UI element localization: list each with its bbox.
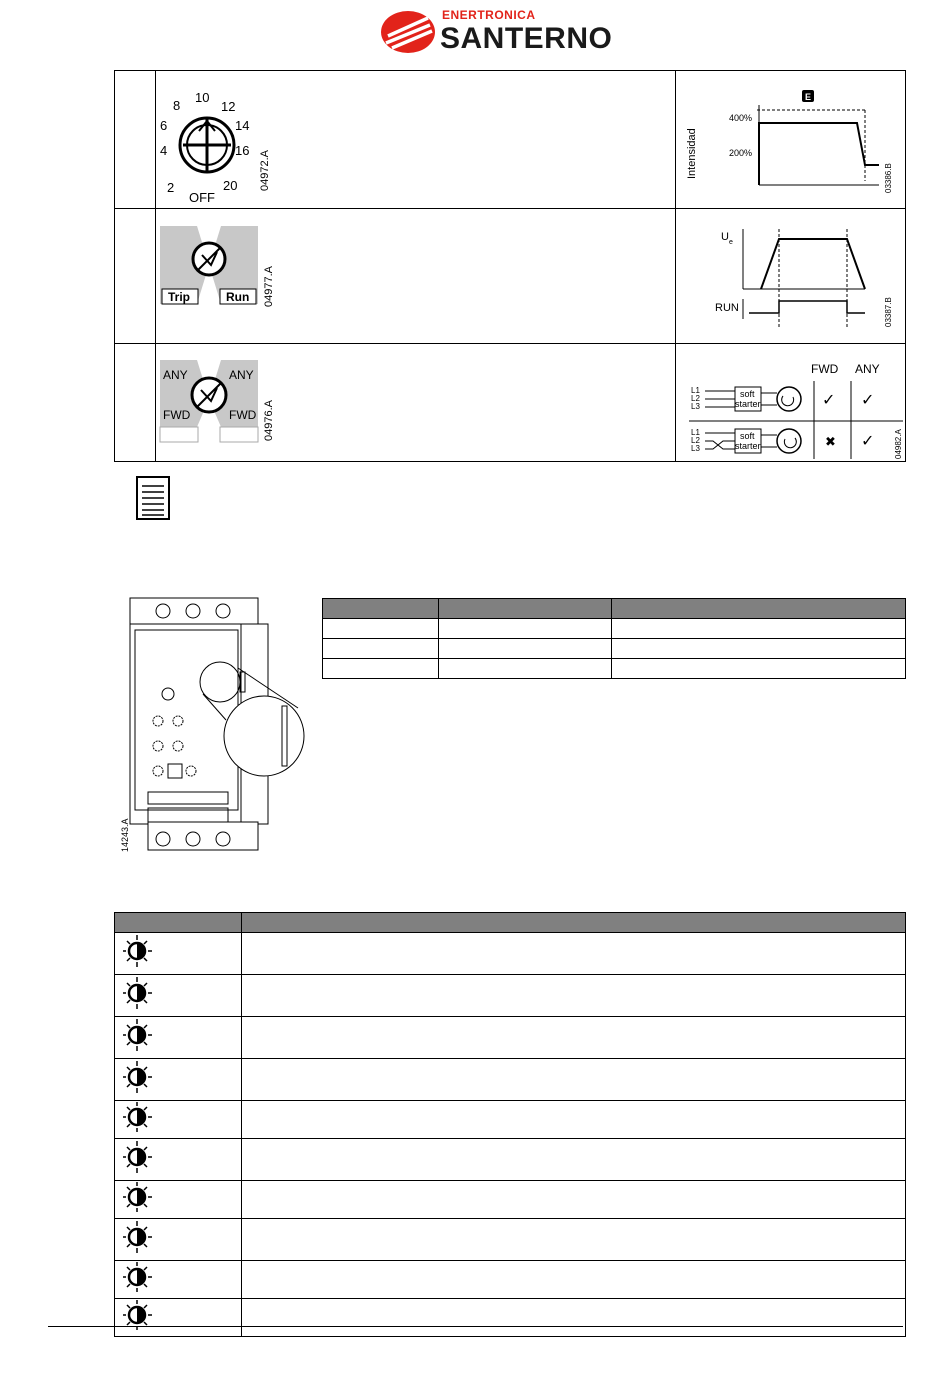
phase-rotation-diagram <box>679 351 905 461</box>
chart-level: 400% <box>729 113 753 123</box>
santerno-logo-icon <box>380 6 440 56</box>
table-row <box>115 1181 906 1219</box>
figure-code: 04976.A <box>263 400 275 441</box>
led-flash-icon <box>115 975 155 1011</box>
current-profile-chart <box>679 81 905 207</box>
figure-code: 14243.A <box>120 818 130 852</box>
table-header <box>115 913 906 933</box>
run-label: RUN <box>715 302 739 314</box>
svg-text:L2: L2 <box>691 394 700 403</box>
chart-ylabel: U <box>721 231 729 243</box>
svg-text:soft: soft <box>740 389 755 399</box>
status-table <box>322 598 906 679</box>
trip-run-switch[interactable] <box>159 225 319 309</box>
table-header <box>323 599 906 619</box>
led-flash-icon <box>115 1101 155 1133</box>
led-flash-icon <box>115 1261 155 1293</box>
settings-table <box>114 70 906 462</box>
table-row <box>115 1101 906 1139</box>
figure-code: 03387.B <box>884 297 893 327</box>
check-icon: ✓ <box>861 433 875 450</box>
led-flash-icon <box>115 1139 155 1175</box>
row-divider <box>115 208 905 209</box>
switch-label-fwd-right: FWD <box>229 408 257 422</box>
svg-text:L2: L2 <box>691 436 700 445</box>
col-divider <box>675 71 676 461</box>
dial-tick: 20 <box>223 178 238 193</box>
svg-text:L1: L1 <box>691 386 700 395</box>
switch-label-any-right: ANY <box>229 368 254 382</box>
dial-tick: 6 <box>160 118 168 133</box>
device-illustration <box>118 596 318 860</box>
table-row <box>115 1299 906 1337</box>
col-fwd: FWD <box>811 362 839 376</box>
table-row <box>323 619 906 639</box>
trip-label: Trip <box>168 290 191 304</box>
voltage-run-chart <box>679 215 905 341</box>
dial-off-label: OFF <box>189 190 215 205</box>
led-flash-icon <box>115 1219 155 1255</box>
chart-level: 200% <box>729 148 753 158</box>
switch-label-fwd-left: FWD <box>163 408 191 422</box>
chart-ylabel-sub: e <box>729 239 733 246</box>
table-row <box>115 1261 906 1299</box>
cross-icon: ✖ <box>825 434 836 449</box>
svg-text:L1: L1 <box>691 428 700 437</box>
row-divider <box>115 343 905 344</box>
led-flash-icon <box>115 1181 155 1213</box>
svg-text:soft: soft <box>740 431 755 441</box>
table-row <box>115 933 906 975</box>
figure-code: 03386.B <box>884 163 893 193</box>
dial-tick: 14 <box>235 118 250 133</box>
check-icon: ✓ <box>822 392 836 409</box>
led-code-table <box>114 912 906 1337</box>
brand-small-text: ENERTRONICA <box>442 8 536 22</box>
dial-tick: 10 <box>195 90 210 105</box>
table-row <box>115 1219 906 1261</box>
table-row <box>323 659 906 679</box>
chart-marker: E <box>805 92 812 102</box>
figure-code: 04982.A <box>894 429 903 459</box>
figure-code: 04972.A <box>259 150 271 191</box>
phase-sequence-switch[interactable] <box>159 359 319 443</box>
table-row <box>115 975 906 1017</box>
note-icon <box>136 476 170 520</box>
check-icon: ✓ <box>861 392 875 409</box>
svg-text:L3: L3 <box>691 444 700 453</box>
table-row <box>115 1139 906 1181</box>
brand-big-text: SANTERNO <box>440 22 613 55</box>
svg-text:L3: L3 <box>691 402 700 411</box>
col-divider <box>155 71 156 461</box>
dial-tick: 2 <box>167 180 175 195</box>
dial-tick: 4 <box>160 143 168 158</box>
footer-divider <box>48 1326 903 1327</box>
led-flash-icon <box>115 1059 155 1095</box>
svg-text:starter: starter <box>735 399 761 409</box>
run-label: Run <box>226 290 250 304</box>
dial-tick: 12 <box>221 99 236 114</box>
dial-tick: 8 <box>173 98 181 113</box>
led-flash-icon <box>115 1017 155 1053</box>
brand-logo <box>380 6 640 56</box>
led-flash-icon <box>115 933 155 969</box>
svg-text:starter: starter <box>735 441 761 451</box>
figure-code: 04977.A <box>263 266 275 307</box>
table-row <box>115 1059 906 1101</box>
chart-ylabel: Intensidad <box>686 128 698 179</box>
dial-tick: 16 <box>235 143 250 158</box>
table-row <box>115 1017 906 1059</box>
col-any: ANY <box>855 362 880 376</box>
switch-label-any-left: ANY <box>163 368 188 382</box>
table-row <box>323 639 906 659</box>
